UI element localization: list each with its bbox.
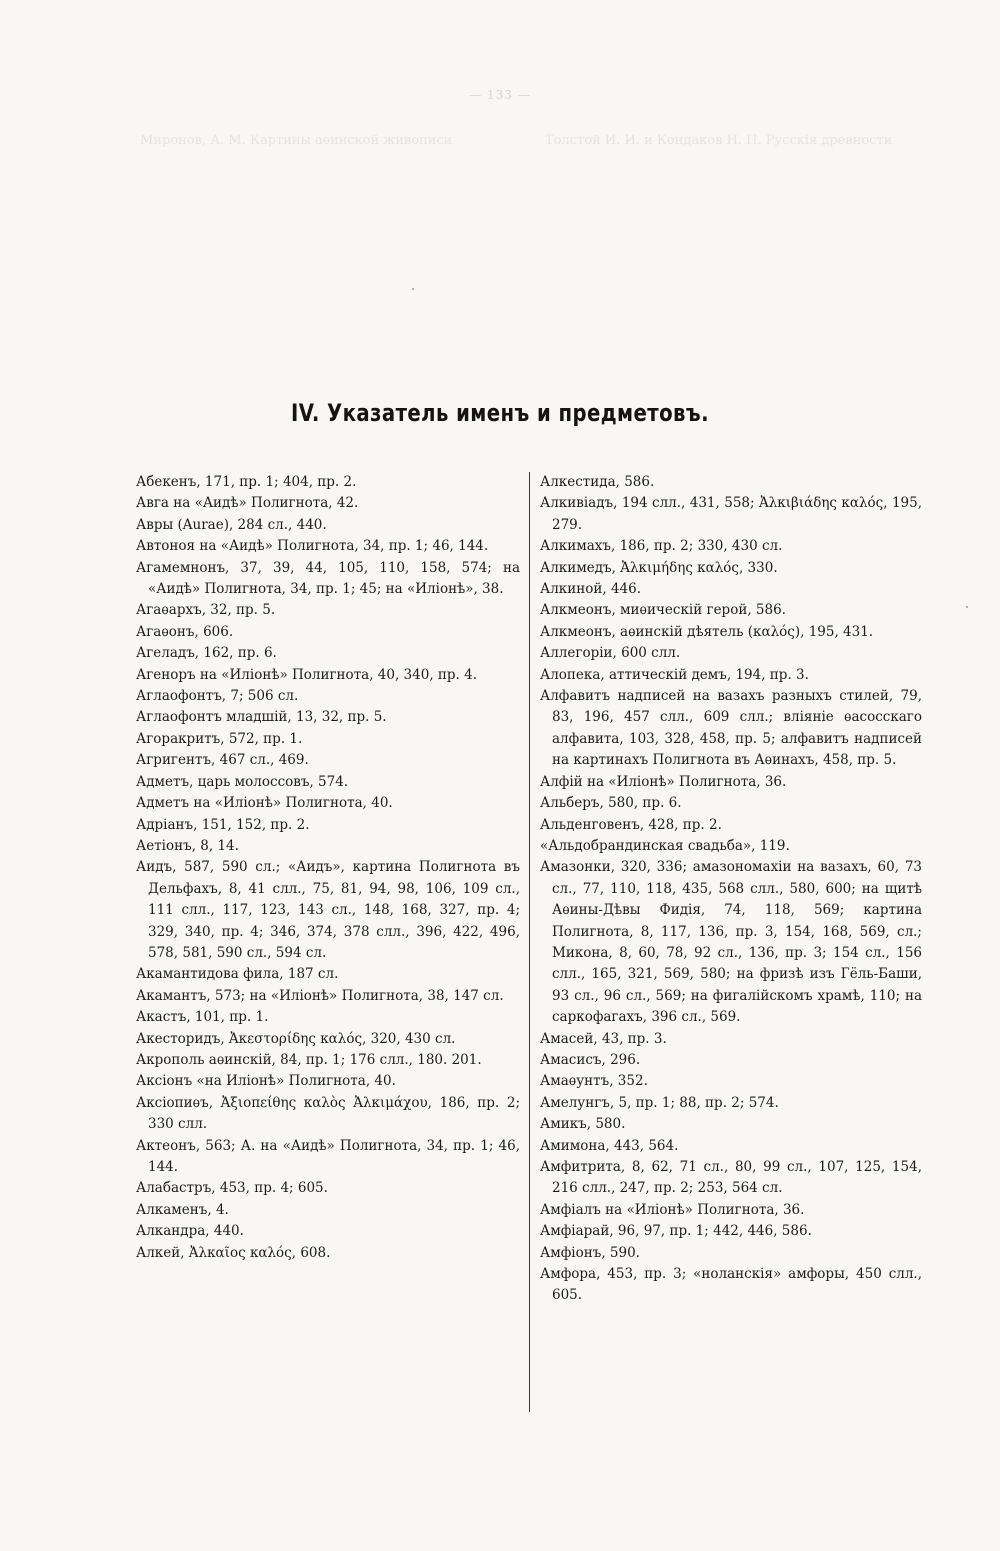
index-entry: Агригентъ, 467 сл., 469. [136,752,309,769]
index-entry: Алкестида, 586. [540,474,655,490]
index-entry: Агаѳархъ, 32, пр. 5. [136,602,276,619]
page-number: — 133 — [469,88,531,102]
index-entry: Агаѳонъ, 606. [136,623,234,640]
index-entry: Амфіалъ на «Иліонѣ» Полигнота, 36. [540,1201,805,1218]
index-entry: Амфіонъ, 590. [540,1244,640,1261]
index-entry: Аглаофонтъ, 7; 506 сл. [136,688,299,705]
index-entry: Аксіопиѳъ, Ἀξιοπείθης καλὸς Ἀλκιμάχου, 186, пр. 2; 330 слл. [136,1094,520,1133]
paper-speck [412,288,414,290]
index-entry: Амфіарай, 96, 97, пр. 1; 442, 446, 586. [540,1223,812,1240]
index-entry: Алкаменъ, 4. [136,1201,229,1218]
index-entry: Алкимедъ, Ἀλκιμήδης καλός, 330. [540,559,778,576]
index-entry: Алопека, аттическій демъ, 194, пр. 3. [540,666,809,683]
index-entry: Алкиной, 446. [540,581,641,598]
index-entry: Автоноя на «Аидѣ» Полигнота, 34, пр. 1; 46, 144. [136,538,489,555]
index-entry: Аглаофонтъ младшій, 13, 32, пр. 5. [136,709,387,726]
index-entry: Аидъ, 587, 590 сл.; «Аидъ», картина Полигнота въ Дельфахъ, 8, 41 слл., 75, 81, 94, 98, 106, 109 сл., 111 слл., 117, 123, 143 сл., 148, 168, 327, пр. 4; 329, 340, пр. 4; 346, 374, 378 слл., 396, 422, 496, 578, 581, 590 сл., 594 сл. [136,859,520,961]
index-entry: Амфитрита, 8, 62, 71 сл., 80, 99 сл., 107, 125, 154, 216 слл., 247, пр. 2; 253, 564 сл. [540,1159,922,1197]
index-entry: Агамемнонъ, 37, 39, 44, 105, 110, 158, 574; на «Аидѣ» Полигнота, 34, пр. 1; 45; на «Иліонѣ», 38. [136,559,520,598]
index-entry: Амасисъ, 296. [540,1051,641,1068]
index-entry: Акамантидова фила, 187 сл. [136,966,339,983]
show-through-right: Толстой И. И. и Кондаков Н. П. Русскія древности [545,133,893,148]
index-column-left [136,472,520,1264]
index-entry: Амасей, 43, пр. 3. [540,1030,667,1047]
index-entry: Акастъ, 101, пр. 1. [136,1009,269,1026]
index-entry: Амикъ, 580. [540,1116,626,1133]
index-entry: Аксіонъ «на Иліонѣ» Полигнота, 40. [136,1073,396,1090]
index-entry: Абекенъ, 171, пр. 1; 404, пр. 2. [136,474,357,490]
index-entry: Алфавитъ надписей на вазахъ разныхъ стилей, 79, 83, 196, 457 слл., 609 слл.; вліяніе ѳасосскаго алфавита, 103, 328, 458, пр. 5; алфавитъ надписей на картинахъ Полигнота въ Аѳинахъ, 458, пр. 5. [540,688,922,769]
index-entry: Алкандра, 440. [136,1223,244,1240]
column-divider [529,472,530,1412]
index-entry: Амфора, 453, пр. 3; «ноланскія» амфоры, 450 слл., 605. [540,1266,922,1304]
index-entry: Альденговенъ, 428, пр. 2. [540,816,722,833]
index-entry: «Альдобрандинская свадьба», 119. [540,837,790,854]
index-entry: Алкей, Ἀλκαῖος καλός, 608. [136,1244,331,1261]
index-column-right [540,472,922,1307]
index-entry: Агоракритъ, 572, пр. 1. [136,730,303,747]
index-entry: Амаѳунтъ, 352. [540,1073,648,1090]
index-entry: Амимона, 443, 564. [540,1137,679,1154]
index-entry: Алфій на «Иліонѣ» Полигнота, 36. [540,773,787,790]
index-entry: Алкмеонъ, миѳическій герой, 586. [540,602,786,619]
index-entry: Алкмеонъ, аѳинскій дѣятель (καλός), 195, 431. [540,623,874,640]
index-entry: Акрополь аѳинскій, 84, пр. 1; 176 слл., 180. 201. [136,1051,482,1068]
index-entry: Авга на «Аидѣ» Полигнота, 42. [136,495,359,512]
index-entry: Адріанъ, 151, 152, пр. 2. [136,816,310,833]
page-title: IV. Указатель именъ и предметовъ. [291,399,709,428]
index-entry: Алабастръ, 453, пр. 4; 605. [136,1180,328,1197]
index-entry: Аетіонъ, 8, 14. [136,837,239,854]
index-entry: Авры (Aurae), 284 сл., 440. [136,516,327,533]
index-entry: Алкимахъ, 186, пр. 2; 330, 430 сл. [540,538,783,555]
index-entry: Акесторидъ, Ἀκεστορίδης καλός, 320, 430 сл. [136,1030,456,1047]
index-entry: Агеладъ, 162, пр. 6. [136,645,277,662]
index-entry: Актеонъ, 563; А. на «Аидѣ» Полигнота, 34, пр. 1; 46, 144. [136,1137,520,1175]
index-entry: Альберъ, 580, пр. 6. [540,795,682,812]
show-through-left: Миронов, А. М. Картины аѳинской живописи [140,133,453,148]
index-entry: Амелунгъ, 5, пр. 1; 88, пр. 2; 574. [540,1094,779,1111]
index-entry: Амазонки, 320, 336; амазономахіи на вазахъ, 60, 73 сл., 77, 110, 118, 435, 568 слл., 580, 600; на щитѣ Аѳины-Дѣвы Фидія, 74, 118, 569; картина Полигнота, 8, 117, 136, пр. 3, 154, 168, 569, сл.; Микона, 8, 60, 78, 92 сл., 136, пр. 3; 154 сл., 156 слл., 165, 321, 569, 580; на фризѣ изъ Гёль-Баши, 93 сл., 96 сл., 569; на фигалійскомъ храмѣ, 110; на саркофагахъ, 396 сл., 569. [540,859,922,1026]
index-entry: Адметъ, царь молоссовъ, 574. [136,773,349,790]
index-entry: Агеноръ на «Иліонѣ» Полигнота, 40, 340, пр. 4. [136,666,478,683]
index-entry: Акамантъ, 573; на «Иліонѣ» Полигнота, 38, 147 сл. [136,987,504,1004]
index-entry: Алкивіадъ, 194 слл., 431, 558; Ἀλκιβιάδης καλός, 195, 279. [540,495,922,533]
paper-speck [966,606,968,608]
index-entry: Аллегоріи, 600 слл. [540,645,681,662]
index-entry: Адметъ на «Иліонѣ» Полигнота, 40. [136,795,393,812]
